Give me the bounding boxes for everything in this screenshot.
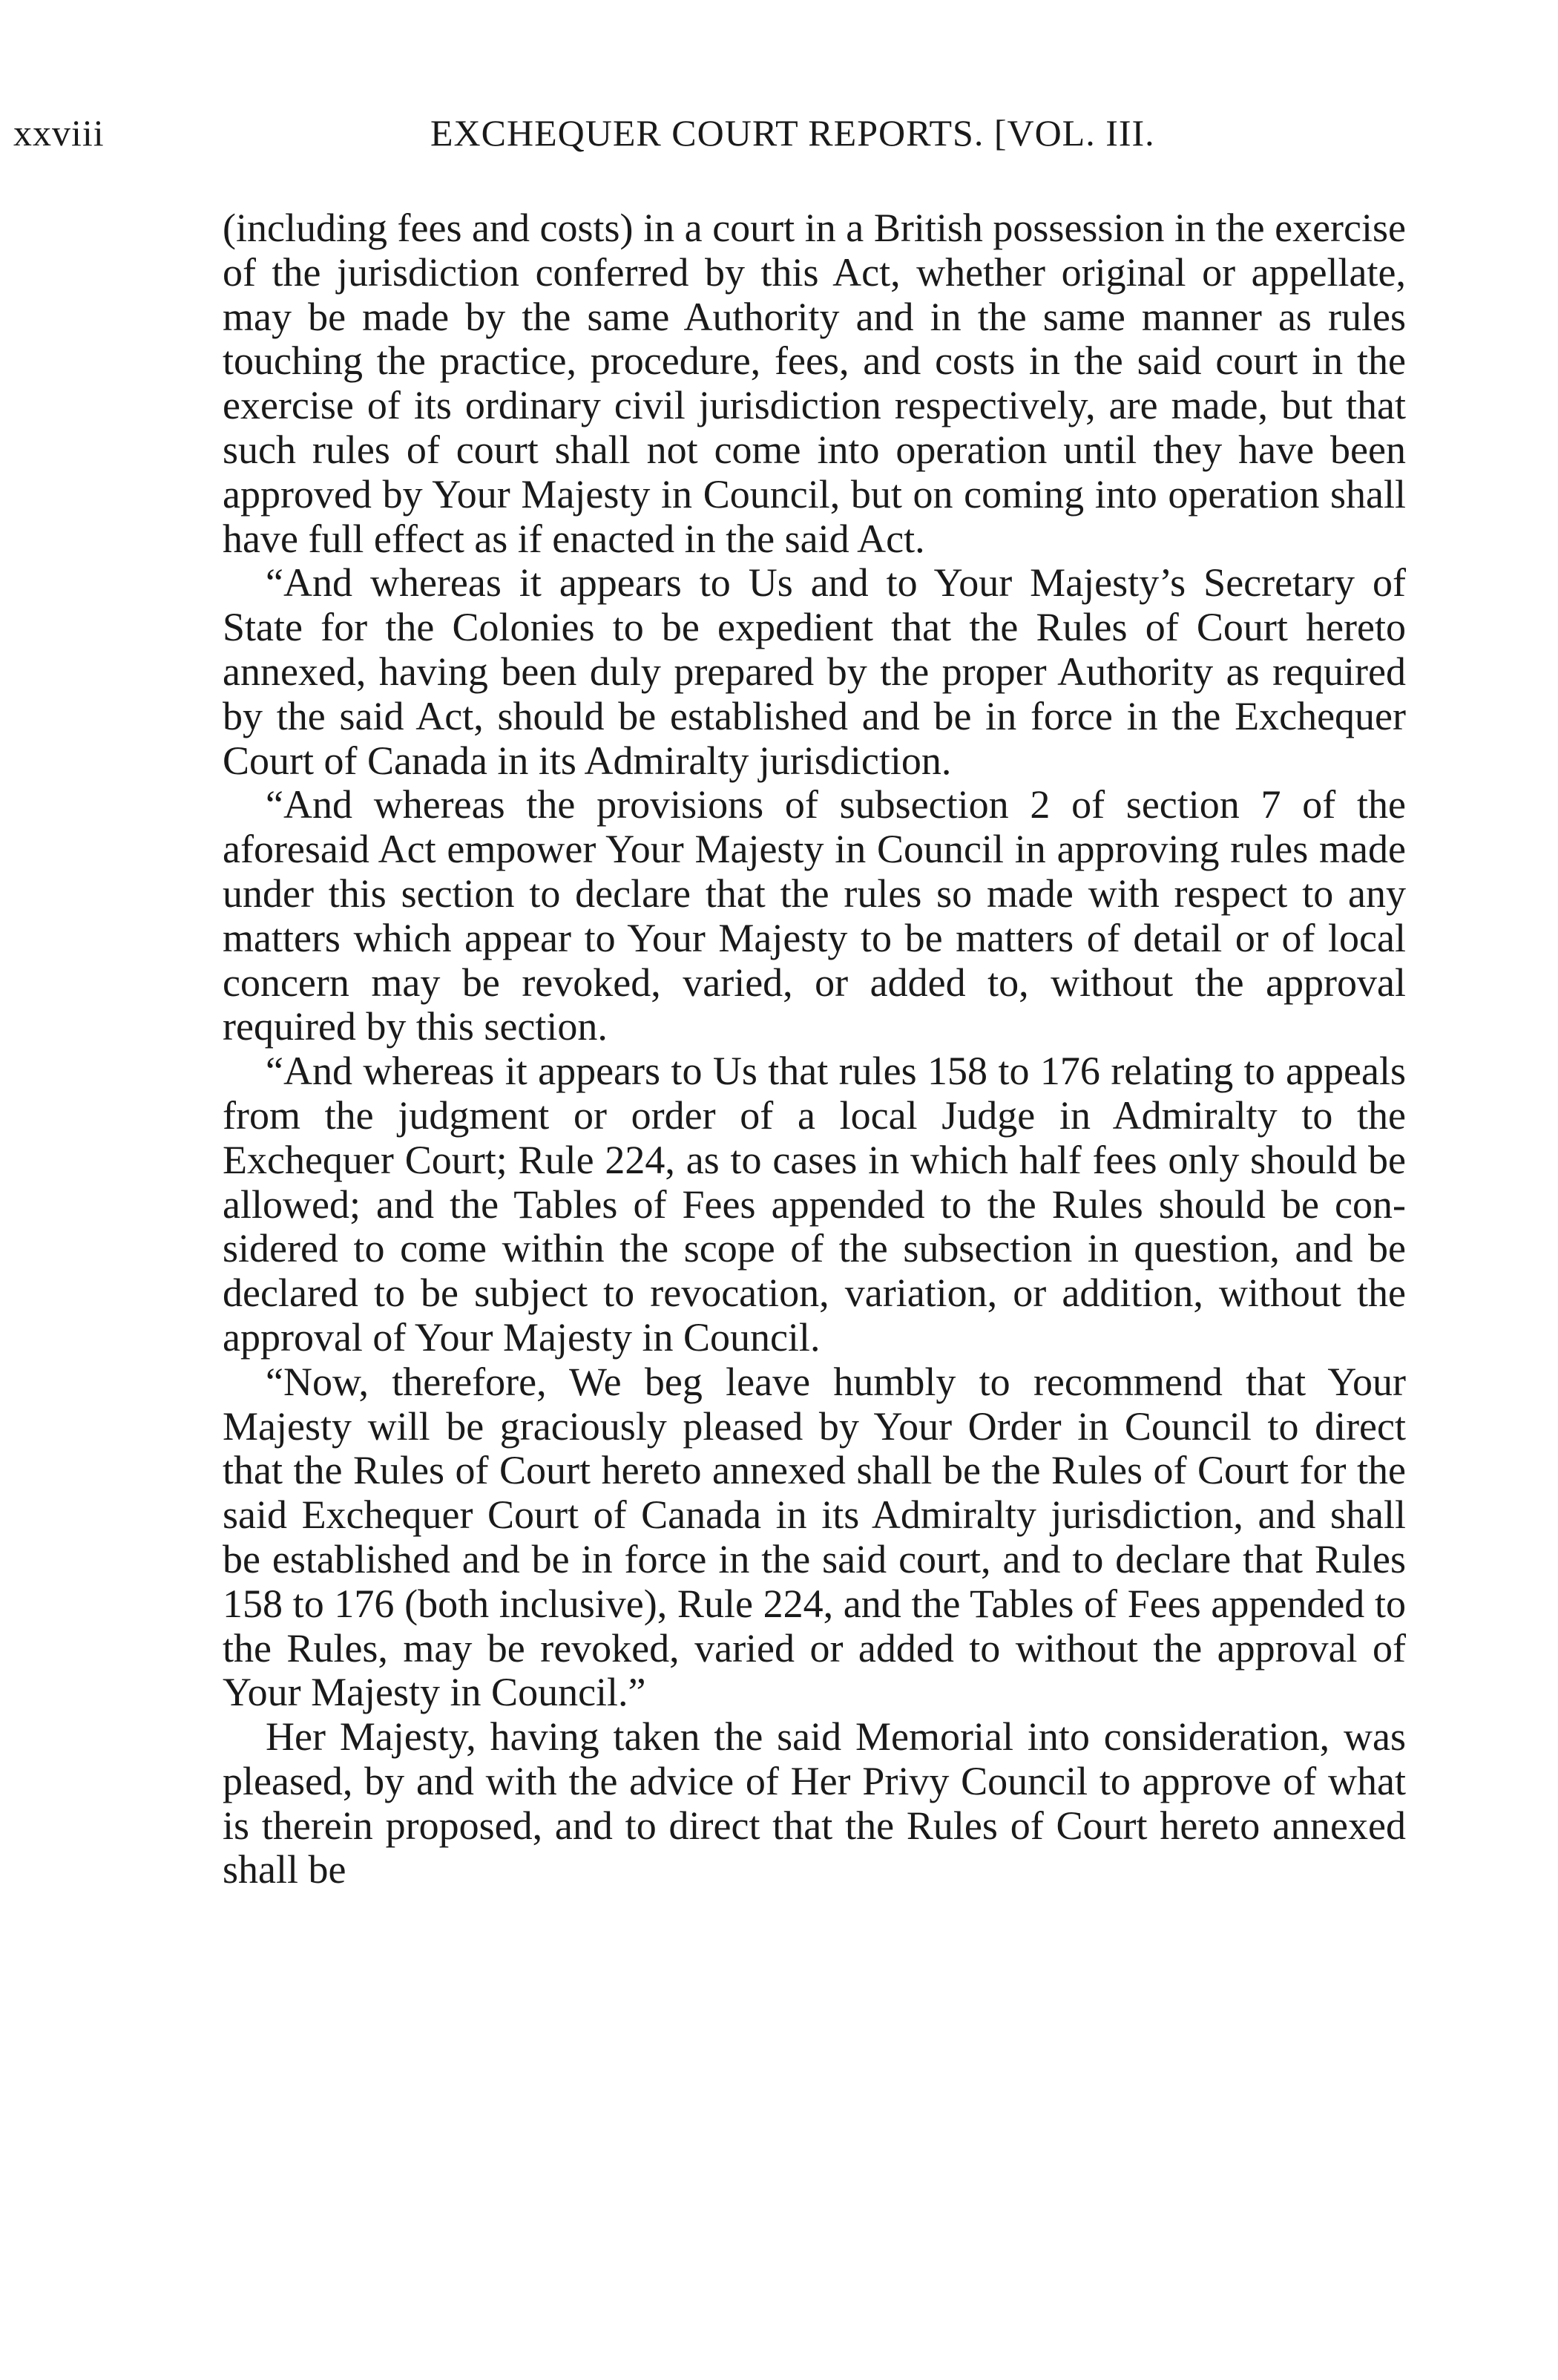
paragraph-rules-158-176: “And whereas it appears to Us that rules 158 to 176 relating to appeals from the judgment or order of a local Judge in Admiralty to the Exchequer Court; Rule 224, as to cases in which half fees only should be allowed; and the Tables of Fees appended to the Rules should be considered to come within the scope of the subsection in question, and be declared to be subject to revocation, variation, or addition, without the approval of Your Majesty in Council. xyxy=(223,1049,1406,1360)
paragraph-secretary-of-state: “And whereas it appears to Us and to Your Majesty’s Secretary of State for the Colonies to be expedient that the Rules of Court hereto annexed, having been duly prepared by the proper Authority as required by the said Act, should be established and be in force in the Exchequer Court of Canada in its Admiralty jurisdiction. xyxy=(223,560,1406,783)
running-title: EXCHEQUER COURT REPORTS. [VOL. III. xyxy=(430,112,1155,154)
paragraph-subsection-provisions: “And whereas the provisions of subsection 2 of section 7 of the aforesaid Act empower Your Majesty in Council in approving rules made under this section to declare that the rules so made with respect to any matters which appear to Your Majesty to be matters of detail or of local concern may be revoked, varied, or added to, without the approval required by this section. xyxy=(223,782,1406,1049)
paragraph-continuation: (including fees and costs) in a court in a British possession in the exercise of the jurisdiction conferred by this Act, whether original or appellate, may be made by the same Authority and in the same manner as rules touching the practice, procedure, fees, and costs in the said court in the exercise of its ordinary civil jurisdiction respectively, are made, but that such rules of court shall not come into operation until they have been approved by Your Majesty in Council, but on coming into operation shall have full effect as if enacted in the said Act. xyxy=(223,206,1406,561)
body-text xyxy=(223,206,1406,1892)
paragraph-recommendation: “Now, therefore, We beg leave humbly to recommend that Your Majesty will be graciously pleased by Your Order in Council to direct that the Rules of Court hereto annexed shall be the Rules of Court for the said Exchequer Court of Canada in its Admiralty jurisdiction, and shall be established and be in force in the said court, and to declare that Rules 158 to 176 (both inclusive), Rule 224, and the Tables of Fees appended to the Rules, may be revoked, varied or added to without the approval of Your Majesty in Council.” xyxy=(223,1359,1406,1715)
paragraph-her-majesty: Her Majesty, having taken the said Memorial into consideration, was pleased, by and with the advice of Her Privy Council to approve of what is therein proposed, and to direct that the Rules of Court hereto annexed shall be xyxy=(223,1714,1406,1892)
running-head xyxy=(13,111,1438,163)
page-number: xxviii xyxy=(13,112,105,154)
